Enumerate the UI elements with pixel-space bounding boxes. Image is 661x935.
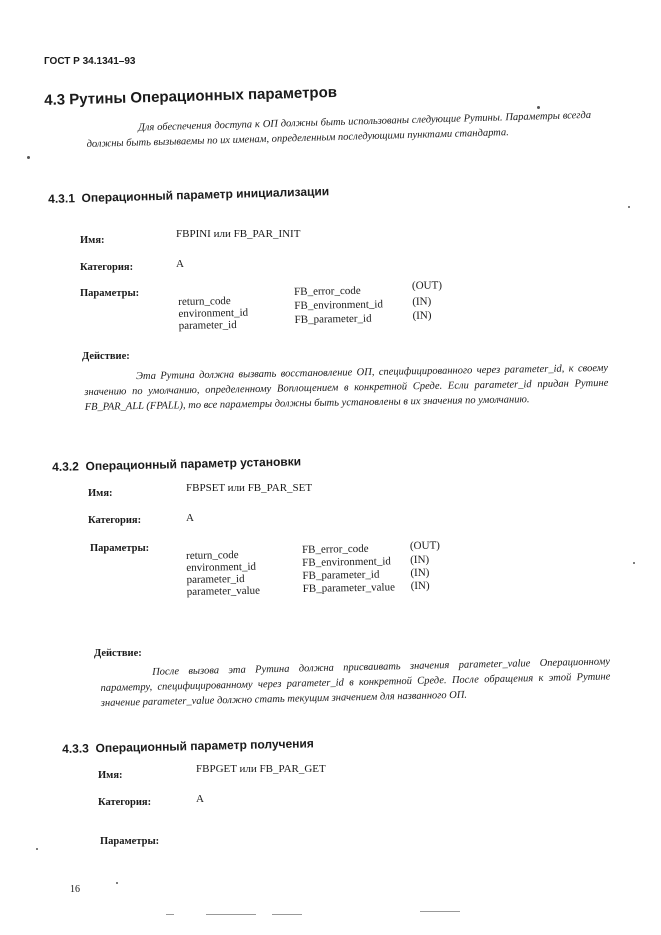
param-binding: FB_parameter_value [302, 581, 396, 595]
section-title: Рутины Операционных параметров [69, 83, 338, 109]
param-binding: FB_parameter_id [294, 312, 372, 326]
param-mode: (IN) [410, 553, 430, 567]
name-value: FBPGET или FB_PAR_GET [196, 763, 326, 775]
name-value: FBPINI или FB_PAR_INIT [176, 228, 301, 240]
param-name: return_code [178, 295, 231, 308]
param-mode: (IN) [410, 566, 430, 580]
subsection-heading-3 [62, 736, 314, 756]
param-mode: (IN) [410, 579, 430, 593]
param-binding: FB_parameter_id [302, 568, 380, 582]
name-label: Имя: [98, 770, 123, 781]
param-name: return_code [186, 549, 239, 562]
param-table-2 [186, 539, 441, 598]
scan-line [272, 914, 302, 915]
subsection-title: Операционный параметр установки [85, 454, 302, 474]
action-label: Действие: [94, 648, 142, 659]
category-label: Категория: [88, 515, 142, 526]
scan-line [206, 914, 256, 915]
param-mode: (OUT) [411, 279, 443, 292]
subsection-title: Операционный параметр получения [95, 736, 314, 756]
category-value: A [196, 793, 204, 805]
name-value: FBPSET или FB_PAR_SET [186, 482, 313, 494]
scan-line [420, 911, 460, 912]
scan-speck [633, 562, 635, 564]
name-label: Имя: [80, 235, 105, 246]
subsection-heading-2 [52, 454, 301, 474]
subsection-title: Операционный параметр инициализации [81, 184, 330, 206]
subsection-number: 4.3.3 [62, 741, 90, 756]
category-value: A [186, 512, 194, 524]
param-mode: (OUT) [409, 539, 441, 553]
parameters-label: Параметры: [80, 288, 140, 299]
param-mode: (IN) [412, 295, 432, 308]
param-name: environment_id [178, 306, 249, 320]
document-header: ГОСТ Р 34.1341–93 [44, 56, 136, 67]
parameters-label: Параметры: [90, 543, 150, 554]
category-label: Категория: [80, 262, 134, 273]
param-name: parameter_id [186, 572, 245, 586]
action-label: Действие: [82, 351, 130, 362]
action-paragraph-2 [100, 654, 611, 711]
scan-speck [36, 848, 38, 850]
parameters-label: Параметры: [100, 836, 160, 847]
param-binding: FB_error_code [301, 542, 369, 556]
name-label: Имя: [88, 488, 113, 499]
action-text: После вызова эта Рутина должна присваивать значения parameter_value Операционному параметру, специфицированному через parameter_id в конкретной Среде. После обращения к этой Рутине значение parameter_value должно стать текущим значением для названного ОП. [100, 656, 611, 709]
page-number: 16 [70, 884, 80, 895]
param-binding: FB_environment_id [294, 298, 384, 312]
scan-speck [27, 156, 30, 159]
intro-text: Для обеспечения доступа к ОП должны быть использованы следующие Рутины. Параметры всегда должны быть вызываемы по их именам, определенным последующими пунктами стандарта. [86, 109, 592, 150]
scan-speck [537, 106, 540, 109]
param-binding: FB_error_code [293, 284, 361, 298]
section-heading [44, 84, 337, 109]
param-binding: FB_environment_id [302, 555, 391, 569]
section-intro [86, 108, 592, 152]
category-value: A [176, 258, 184, 270]
subsection-heading-1 [48, 184, 329, 206]
action-paragraph-1 [84, 361, 609, 415]
section-number: 4.3 [44, 91, 66, 109]
action-text: Эта Рутина должна вызвать восстановление ОП, специфицированного через parameter_id, к своему значению по умолчанию, определенному Воплощением в конкретной Среде. Если parameter_id придан Рутине FB_PAR_ALL (FPALL), то все параметры должны быть установлены в их значения по умолчанию. [84, 362, 609, 413]
scan-speck [116, 882, 118, 884]
subsection-number: 4.3.1 [48, 191, 76, 206]
scan-speck [628, 206, 630, 208]
param-name: environment_id [186, 560, 257, 574]
category-label: Категория: [98, 797, 152, 808]
param-name: parameter_value [186, 584, 261, 598]
param-mode: (IN) [412, 309, 432, 322]
subsection-number: 4.3.2 [52, 459, 80, 474]
scan-line [166, 914, 174, 915]
param-table-1 [178, 279, 443, 332]
param-name: parameter_id [178, 318, 237, 332]
